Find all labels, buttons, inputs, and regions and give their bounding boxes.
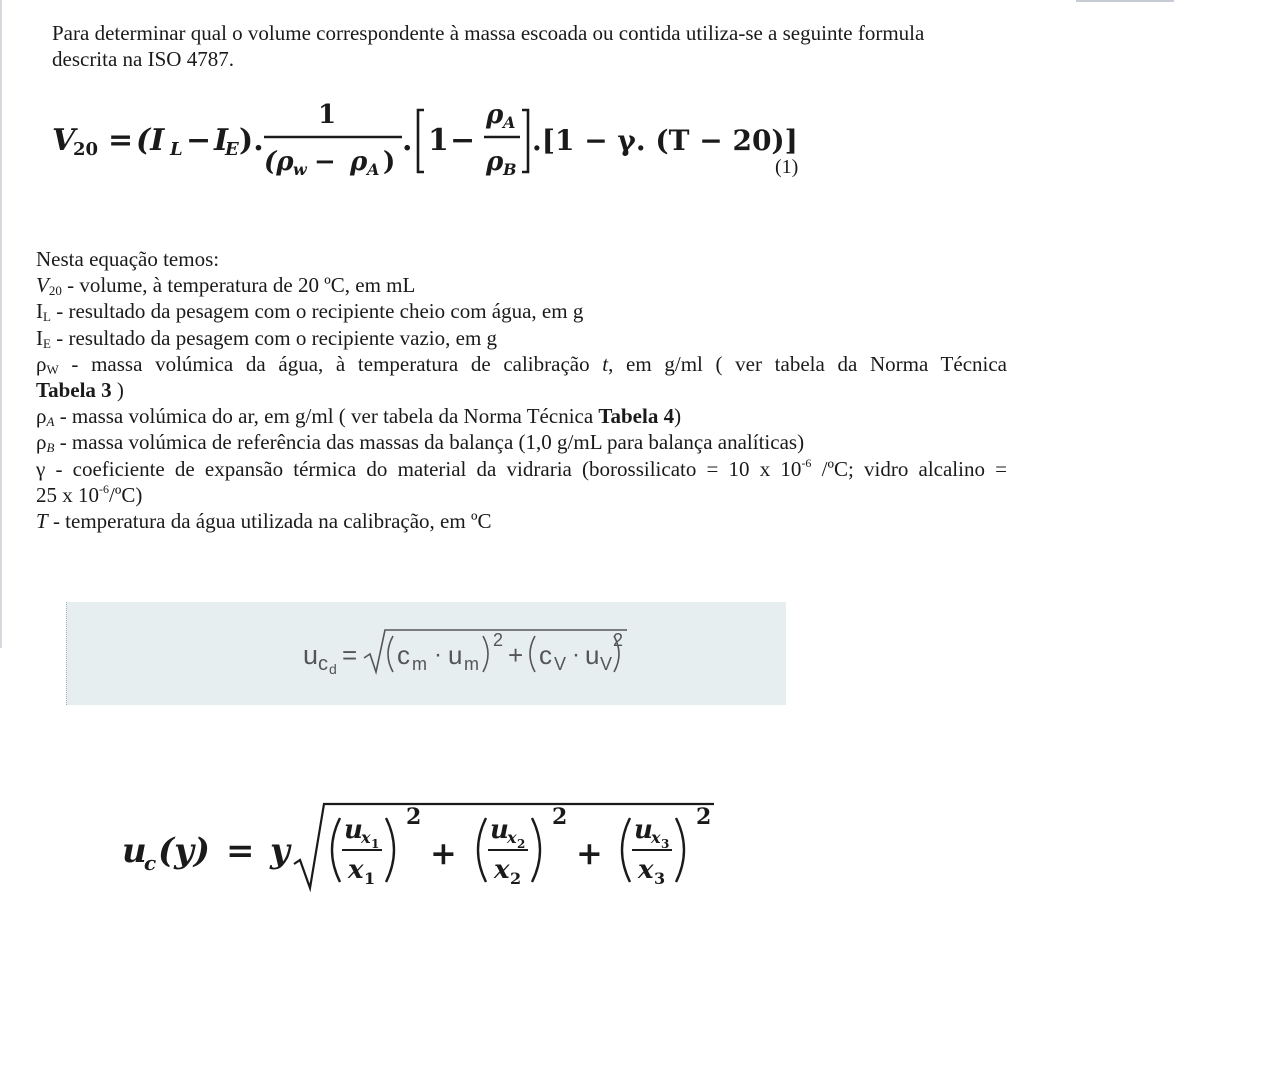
def-gamma-cont <box>36 482 1007 508</box>
ucd-formula-box <box>66 602 786 705</box>
def-rhoa-symbol: ρ <box>36 404 47 429</box>
def-rhow-text2: , em g/ml ( ver tabela da Norma Técnica <box>608 351 1007 376</box>
ucd-formula <box>67 602 786 705</box>
uc-y-arg: (y) <box>158 831 210 871</box>
intro-line-1: Para determinar qual o volume correspondente à massa escoada ou contida utiliza-se a seguinte formula <box>52 21 925 45</box>
uc-close-paren-1 <box>386 818 394 882</box>
ucd-v1: V <box>554 654 567 674</box>
eq-v-sub: 20 <box>73 139 99 160</box>
uc-x3-den-sub: 3 <box>654 869 666 888</box>
ucd-dot-2: · <box>572 641 580 668</box>
definitions-list <box>36 246 1007 534</box>
eq-right-bracket <box>522 110 528 172</box>
def-ie-sub: E <box>43 335 51 351</box>
def-rhoa-text: - massa volúmica do ar, em g/ml ( ver tabela da Norma Técnica <box>54 404 599 429</box>
eq-rho-den: ρ <box>486 147 504 177</box>
eq-frac-den-minus: − <box>314 147 336 177</box>
eq-frac-numerator: 1 <box>318 100 337 130</box>
def-rhob-sub: B <box>46 440 55 456</box>
def-rhoa <box>36 403 1007 429</box>
def-rhow-sub: W <box>46 361 59 377</box>
def-rhob <box>36 429 1007 455</box>
uc-close-paren-2 <box>532 818 540 882</box>
uc-x2-den: x <box>494 855 510 885</box>
uc-c-sub: c <box>144 851 157 875</box>
eq-rho-a-sub: A <box>367 160 380 179</box>
eq-ie-sub: E <box>225 139 239 160</box>
ucd-c1: c <box>397 640 410 670</box>
uc-open-paren-1 <box>332 818 340 882</box>
uc-equals: = <box>226 831 255 871</box>
eq-tail: .[1 − γ. (T − 20)] <box>532 124 798 157</box>
ucd-exp-2: 2 <box>613 630 624 650</box>
def-rhow-table: Tabela 3 <box>36 378 112 403</box>
def-t-text: - temperatura da água utilizada na calibração, em ºC <box>47 509 492 534</box>
uc-x2-subsub: 2 <box>517 837 526 851</box>
ucd-open-paren-2 <box>530 636 535 672</box>
uc-u1: u <box>344 815 363 845</box>
def-v20-text: - volume, à temperatura de 20 ºC, em mL <box>61 273 416 298</box>
eq-minus-1: − <box>186 123 212 158</box>
eq-rho-num-sub: A <box>503 113 516 132</box>
ucd-close-paren-1 <box>483 636 488 672</box>
eq-dot-1: . <box>402 123 413 158</box>
def-gamma-sup-2: -6 <box>99 481 109 496</box>
def-rhob-text: - massa volúmica de referência das massas da balança (1,0 g/mL para balança analíticas) <box>54 430 805 455</box>
ucd-dot-1: · <box>434 641 442 668</box>
def-ie <box>36 325 1007 351</box>
uc-x2-den-sub: 2 <box>510 869 522 888</box>
uc-x3-den: x <box>638 855 654 885</box>
def-rhoa-sub: A <box>46 414 55 430</box>
def-rhow-cont <box>36 377 1007 403</box>
eq-bracket-one: 1 <box>428 123 449 158</box>
def-v20-symbol: V <box>36 273 49 298</box>
uc-plus-2: + <box>576 834 603 872</box>
def-gamma-text-b: /ºC; vidro alcalino = <box>811 456 1007 481</box>
def-gamma-text-a: γ - coeficiente de expansão térmica do material da vidraria (borossilicato = 10 x 10 <box>36 456 802 481</box>
eq-rho-num: ρ <box>486 100 504 130</box>
def-gamma <box>36 456 1007 482</box>
uc-plus-1: + <box>430 834 457 872</box>
eq-rho-den-sub: B <box>503 160 517 179</box>
def-ie-symbol: I <box>36 325 43 350</box>
def-rhoa-table: Tabela 4 <box>598 404 675 429</box>
uc-exp-1: 2 <box>406 804 422 830</box>
def-rhob-symbol: ρ <box>36 430 47 455</box>
eq-frac-den-close: ) <box>383 147 396 177</box>
ucd-c2: c <box>539 640 552 670</box>
def-gamma-text-d: /ºC) <box>109 482 143 507</box>
definitions-heading: Nesta equação temos: <box>36 247 220 271</box>
ucd-exp-1: 2 <box>493 630 504 650</box>
uc-u3: u <box>634 815 653 845</box>
ucd-v2: V <box>600 654 613 674</box>
def-v20 <box>36 272 1007 298</box>
uc-x1-den: x <box>348 855 364 885</box>
uc-y: y <box>270 831 290 871</box>
uc-x1-den-sub: 1 <box>364 869 376 888</box>
eq-ie: I <box>214 123 229 158</box>
ucd-m2: m <box>464 654 479 674</box>
def-il <box>36 298 1007 324</box>
uc-exp-2: 2 <box>552 804 568 830</box>
def-rhoa-tail: ) <box>674 404 682 429</box>
def-v20-sub: 20 <box>48 283 62 299</box>
uc-x1-sub: x <box>361 828 371 847</box>
left-edge-line <box>0 0 2 648</box>
uc-exp-3: 2 <box>696 804 712 830</box>
equation-number: (1) <box>775 156 799 178</box>
eq-frac-den-open: (ρ <box>264 147 294 177</box>
eq-left-bracket <box>418 110 424 172</box>
ucd-u2: u <box>585 640 600 670</box>
def-rhow-symbol: ρ <box>36 351 47 376</box>
uc-x1-subsub: 1 <box>371 837 380 851</box>
ucd-open-paren-1 <box>388 636 393 672</box>
eq-bracket-minus: − <box>450 123 476 158</box>
uc-open-paren-2 <box>478 818 486 882</box>
def-il-sub: L <box>43 309 51 325</box>
def-gamma-text-c: 25 x 10 <box>36 482 99 507</box>
def-ie-text: - resultado da pesagem com o recipiente vazio, em g <box>50 325 498 350</box>
uc-formula <box>118 798 738 898</box>
def-t <box>36 508 1007 534</box>
intro-paragraph <box>52 20 1012 72</box>
eq-il-open: (I <box>136 123 165 158</box>
uc-u: u <box>122 831 147 871</box>
def-rhow <box>36 351 1007 377</box>
eq-frac-den-rho: ρ <box>350 147 368 177</box>
def-t-symbol: T <box>36 509 48 534</box>
uc-x3-subsub: 3 <box>661 837 670 851</box>
def-rhow-text: - massa volúmica da água, à temperatura de calibração <box>58 351 603 376</box>
volume-equation <box>52 98 812 188</box>
ucd-u1: u <box>448 640 463 670</box>
ucd-plus: + <box>508 640 524 670</box>
def-il-symbol: I <box>36 299 43 324</box>
ucd-d-sub: d <box>329 661 337 677</box>
def-il-text: - resultado da pesagem com o recipiente cheio com água, em g <box>50 299 584 324</box>
uc-x3-sub: x <box>651 828 661 847</box>
uc-x2-sub: x <box>507 828 517 847</box>
eq-close-dot: ). <box>239 123 264 158</box>
intro-line-2: descrita na ISO 4787. <box>52 47 234 71</box>
eq-il-sub: L <box>170 139 183 160</box>
uc-u2: u <box>490 815 509 845</box>
top-edge-bar <box>1076 0 1174 2</box>
ucd-m1: m <box>412 654 427 674</box>
def-rhow-t: t <box>602 351 609 376</box>
ucd-equals: = <box>342 640 358 670</box>
ucd-u: u <box>303 640 319 670</box>
uc-open-paren-3 <box>622 818 630 882</box>
uc-close-paren-3 <box>676 818 684 882</box>
eq-equals: = <box>108 123 134 158</box>
def-rhow-tail: ) <box>111 378 124 403</box>
def-gamma-sup-1: -6 <box>801 455 812 470</box>
ucd-c-sub: c <box>318 653 328 675</box>
eq-rho-w-sub: w <box>293 160 307 179</box>
eq-v: V <box>52 123 76 158</box>
